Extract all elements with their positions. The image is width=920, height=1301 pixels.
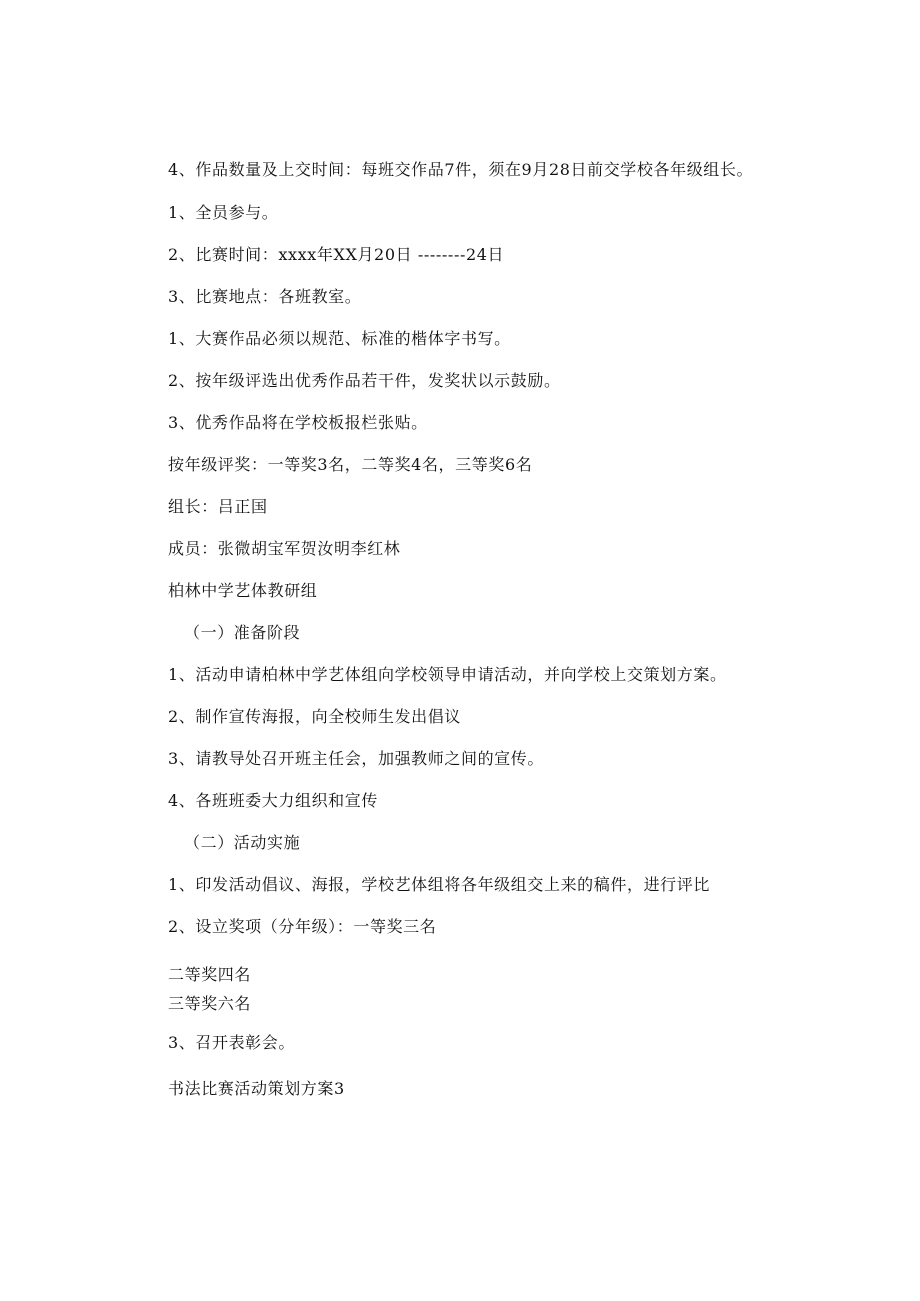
paragraph-award-setup: 2、设立奖项（分年级）：一等奖三名 bbox=[168, 917, 437, 936]
paragraph-second-prize: 二等奖四名 bbox=[168, 965, 252, 984]
paragraph-class-committee: 4、各班班委大力组织和宣传 bbox=[168, 791, 378, 810]
section-heading-preparation: （一）准备阶段 bbox=[184, 623, 301, 642]
paragraph-writing-requirement: 1、大赛作品必须以规范、标准的楷体字书写。 bbox=[168, 329, 511, 348]
paragraph-organizer: 柏林中学艺体教研组 bbox=[168, 581, 318, 600]
paragraph-activity-application: 1、活动申请柏林中学艺体组向学校领导申请活动，并向学校上交策划方案。 bbox=[168, 665, 727, 684]
paragraph-poster: 2、制作宣传海报，向全校师生发出倡议 bbox=[168, 707, 461, 726]
paragraph-teacher-meeting: 3、请教导处召开班主任会，加强教师之间的宣传。 bbox=[168, 749, 544, 768]
document-title-next: 书法比赛活动策划方案3 bbox=[168, 1079, 345, 1098]
paragraph-participation: 1、全员参与。 bbox=[168, 203, 279, 222]
paragraph-display: 3、优秀作品将在学校板报栏张贴。 bbox=[168, 413, 428, 432]
paragraph-distribution: 1、印发活动倡议、海报，学校艺体组将各年级组交上来的稿件，进行评比 bbox=[168, 875, 710, 894]
paragraph-competition-location: 3、比赛地点：各班教室。 bbox=[168, 287, 362, 306]
paragraph-commendation: 3、召开表彰会。 bbox=[168, 1033, 295, 1052]
paragraph-third-prize: 三等奖六名 bbox=[168, 994, 252, 1013]
paragraph-awards: 按年级评奖：一等奖3名，二等奖4名，三等奖6名 bbox=[168, 455, 533, 474]
paragraph-submission-time: 4、作品数量及上交时间：每班交作品7件，须在9月28日前交学校各年级组长。 bbox=[168, 160, 754, 179]
paragraph-selection: 2、按年级评选出优秀作品若干件，发奖状以示鼓励。 bbox=[168, 371, 561, 390]
paragraph-members: 成员：张微胡宝军贺汝明李红林 bbox=[168, 539, 401, 558]
section-heading-implementation: （二）活动实施 bbox=[184, 833, 301, 852]
paragraph-group-leader: 组长：吕正国 bbox=[168, 497, 268, 516]
paragraph-competition-time: 2、比赛时间：xxxx年XX月20日 --------24日 bbox=[168, 245, 505, 264]
